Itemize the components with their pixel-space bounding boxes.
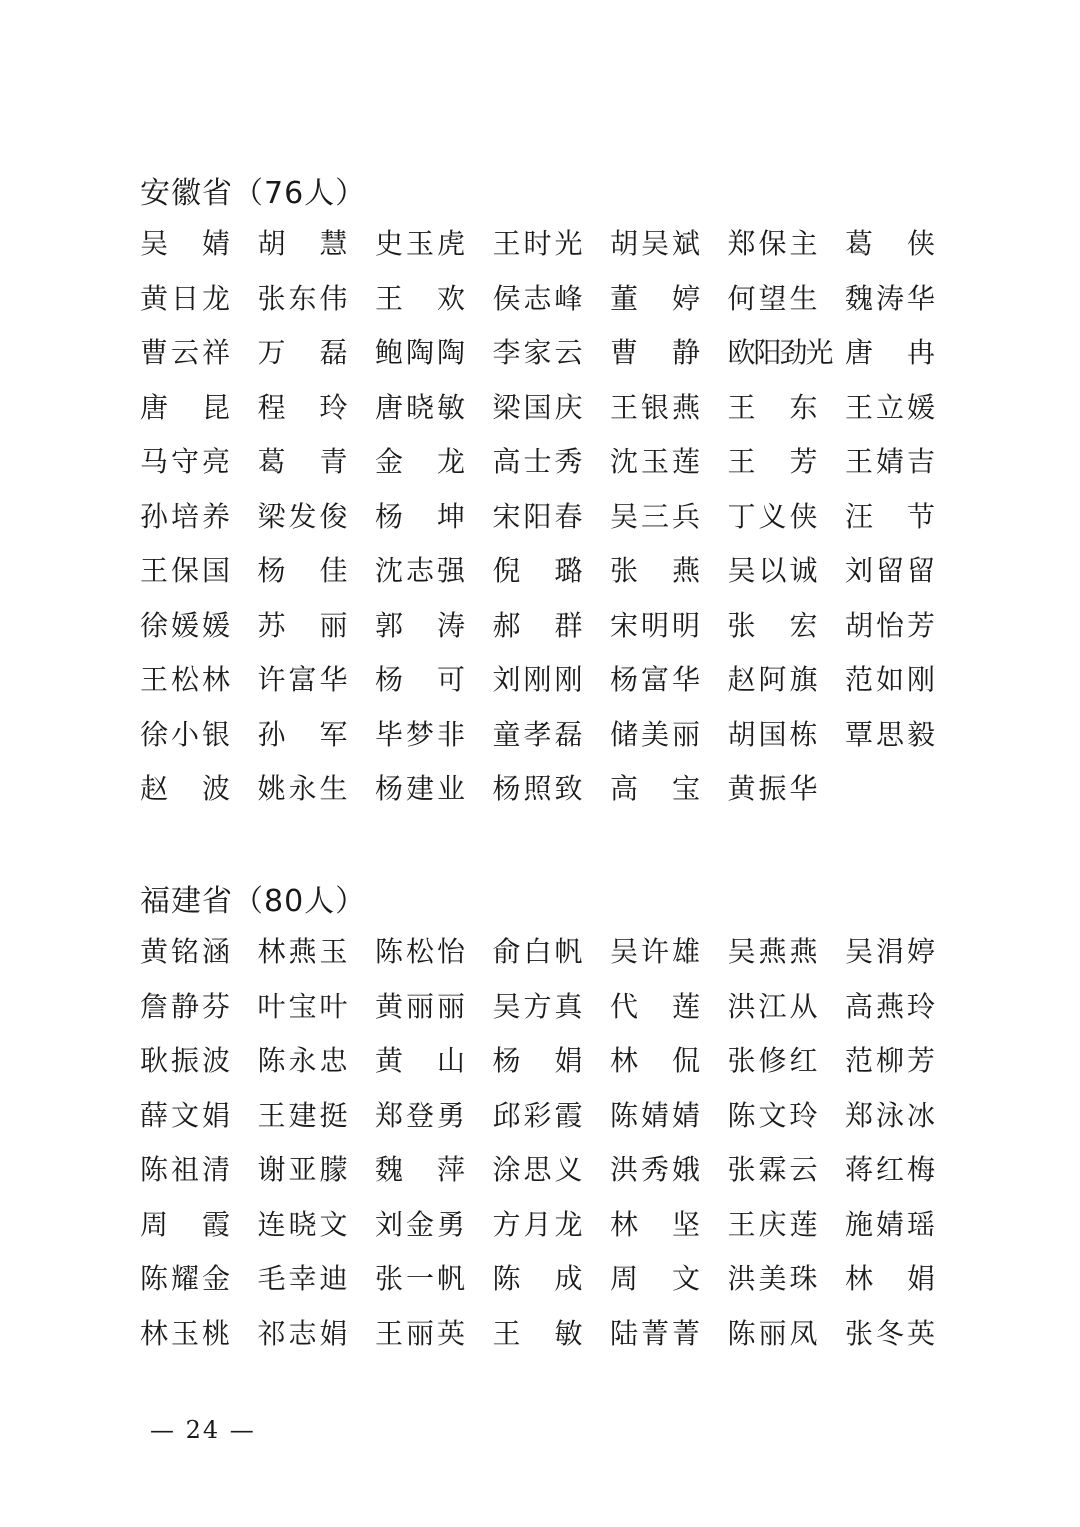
person-name: 黄 铭 涵 <box>140 935 230 968</box>
person-name: 杨 佳 <box>257 554 348 587</box>
person-name: 沈 玉 莲 <box>610 445 700 478</box>
person-name: 王 芳 <box>727 445 818 478</box>
name-row <box>140 442 940 482</box>
person-name: 唐 昆 <box>140 390 230 424</box>
person-name: 林 侃 <box>610 1044 700 1077</box>
person-name: 陈 松 怡 <box>375 935 465 968</box>
person-name: 叶 宝 叶 <box>257 989 348 1023</box>
person-name: 唐 晓 敏 <box>375 390 465 424</box>
person-name: 范 如 刚 <box>845 663 935 696</box>
person-name: 王 敏 <box>492 1316 583 1350</box>
person-name: 董 婷 <box>610 281 700 315</box>
person-name: 欧 阳 劲 光 <box>727 336 832 369</box>
name-row <box>140 1096 940 1136</box>
person-name: 苏 丽 <box>257 608 348 642</box>
person-name: 张 燕 <box>610 554 700 587</box>
person-name: 杨 坤 <box>375 499 465 533</box>
page-number: — 24 — <box>150 1416 256 1444</box>
person-name: 黄 山 <box>375 1044 465 1077</box>
person-name: 张 一 帆 <box>375 1262 465 1295</box>
person-name: 胡 国 栋 <box>727 717 818 751</box>
person-name: 林 玉 桃 <box>140 1316 230 1350</box>
person-name: 刘 刚 刚 <box>492 663 583 696</box>
person-name: 鲍 陶 陶 <box>375 336 465 369</box>
person-name: 许 富 华 <box>257 663 348 696</box>
person-name: 周 文 <box>610 1262 700 1295</box>
name-row <box>140 932 940 972</box>
person-name: 张 宏 <box>727 608 818 642</box>
person-name: 涂 思 义 <box>492 1153 583 1186</box>
person-name: 金 龙 <box>375 445 465 478</box>
person-name: 洪 秀 娥 <box>610 1153 700 1186</box>
person-name: 何 望 生 <box>727 281 818 315</box>
person-name: 王 婧 吉 <box>845 445 935 478</box>
person-name: 王 建 挺 <box>257 1098 348 1132</box>
person-name: 陈 永 忠 <box>257 1044 348 1077</box>
person-name: 童 孝 磊 <box>492 717 583 751</box>
person-name: 马 守 亮 <box>140 445 230 478</box>
person-name: 周 霞 <box>140 1207 230 1241</box>
person-name: 俞 白 帆 <box>492 935 583 968</box>
person-name: 高 宝 <box>610 772 700 805</box>
person-name: 方 月 龙 <box>492 1207 583 1241</box>
person-name: 毕 梦 非 <box>375 717 465 751</box>
person-name: 毛 幸 迪 <box>257 1262 348 1295</box>
person-name: 连 晓 文 <box>257 1207 348 1241</box>
person-name: 胡 慧 <box>257 227 348 260</box>
person-name: 杨 建 业 <box>375 772 465 805</box>
person-name: 胡 吴 斌 <box>610 227 700 260</box>
person-name: 万 磊 <box>257 336 348 369</box>
person-name: 宋 明 明 <box>610 608 700 642</box>
person-name: 刘 金 勇 <box>375 1207 465 1241</box>
person-name: 徐 媛 媛 <box>140 608 230 642</box>
name-row <box>140 388 940 428</box>
person-name: 储 美 丽 <box>610 717 700 751</box>
person-name: 张 修 红 <box>727 1044 818 1077</box>
person-name: 吴 许 雄 <box>610 935 700 968</box>
person-name: 谢 亚 朦 <box>257 1153 348 1186</box>
person-name: 黄 丽 丽 <box>375 989 465 1023</box>
person-name: 耿 振 波 <box>140 1044 230 1077</box>
person-name: 赵 阿 旗 <box>727 663 818 696</box>
name-row <box>140 660 940 700</box>
name-row <box>140 497 940 537</box>
section-title: 安徽省（76人） <box>140 176 367 211</box>
person-name: 曹 静 <box>610 336 700 369</box>
person-name: 高 燕 玲 <box>845 989 935 1023</box>
person-name: 范 柳 芳 <box>845 1044 935 1077</box>
name-row <box>140 1205 940 1245</box>
person-name: 陆 菁 菁 <box>610 1316 700 1350</box>
name-row <box>140 769 940 809</box>
person-name: 吴 燕 燕 <box>727 935 818 968</box>
person-name: 程 玲 <box>257 390 348 424</box>
name-row <box>140 333 940 373</box>
name-row <box>140 224 940 264</box>
person-name: 郝 群 <box>492 608 583 642</box>
person-name: 王 松 林 <box>140 663 230 696</box>
person-name: 侯 志 峰 <box>492 281 583 315</box>
person-name: 吴 涓 婷 <box>845 935 935 968</box>
name-row <box>140 1259 940 1299</box>
person-name: 张 冬 英 <box>845 1316 935 1350</box>
person-name: 王 欢 <box>375 281 465 315</box>
person-name: 王 时 光 <box>492 227 583 260</box>
person-name: 胡 怡 芳 <box>845 608 935 642</box>
person-name: 杨 娟 <box>492 1044 583 1077</box>
person-name: 王 银 燕 <box>610 390 700 424</box>
section-title: 福建省（80人） <box>140 884 367 919</box>
person-name: 薛 文 娟 <box>140 1098 230 1132</box>
person-name: 姚 永 生 <box>257 772 348 805</box>
person-name: 杨 可 <box>375 663 465 696</box>
name-row <box>140 1150 940 1190</box>
person-name: 曹 云 祥 <box>140 336 230 369</box>
person-name: 代 莲 <box>610 989 700 1023</box>
person-name: 詹 静 芬 <box>140 989 230 1023</box>
person-name: 邱 彩 霞 <box>492 1098 583 1132</box>
person-name: 陈 文 玲 <box>727 1098 818 1132</box>
name-row <box>140 279 940 319</box>
name-row <box>140 1041 940 1081</box>
person-name: 陈 丽 凤 <box>727 1316 818 1350</box>
person-name: 蒋 红 梅 <box>845 1153 935 1186</box>
person-name: 王 丽 英 <box>375 1316 465 1350</box>
name-row <box>140 715 940 755</box>
person-name: 郭 涛 <box>375 608 465 642</box>
person-name: 陈 祖 清 <box>140 1153 230 1186</box>
person-name: 郑 泳 冰 <box>845 1098 935 1132</box>
person-name: 郑 保 主 <box>727 227 818 260</box>
person-name: 王 立 媛 <box>845 390 935 424</box>
name-row <box>140 551 940 591</box>
person-name: 覃 思 毅 <box>845 717 935 751</box>
person-name: 唐 冉 <box>845 336 935 369</box>
person-name: 倪 璐 <box>492 554 583 587</box>
person-name: 林 燕 玉 <box>257 935 348 968</box>
person-name: 陈 婧 婧 <box>610 1098 700 1132</box>
person-name: 高 士 秀 <box>492 445 583 478</box>
person-name: 王 庆 莲 <box>727 1207 818 1241</box>
person-name: 吴 以 诚 <box>727 554 818 587</box>
person-name: 刘 留 留 <box>845 554 935 587</box>
person-name: 张 东 伟 <box>257 281 348 315</box>
person-name: 林 娟 <box>845 1262 935 1295</box>
person-name: 宋 阳 春 <box>492 499 583 533</box>
person-name: 王 东 <box>727 390 818 424</box>
name-row <box>140 1314 940 1354</box>
person-name: 葛 侠 <box>845 227 935 260</box>
person-name: 洪 江 从 <box>727 989 818 1023</box>
person-name: 沈 志 强 <box>375 554 465 587</box>
person-name: 陈 成 <box>492 1262 583 1295</box>
person-name: 陈 耀 金 <box>140 1262 230 1295</box>
person-name: 张 霖 云 <box>727 1153 818 1186</box>
person-name: 施 婧 瑶 <box>845 1207 935 1241</box>
person-name: 魏 萍 <box>375 1153 465 1186</box>
person-name: 杨 富 华 <box>610 663 700 696</box>
person-name: 吴 三 兵 <box>610 499 700 533</box>
person-name: 李 家 云 <box>492 336 583 369</box>
person-name: 汪 节 <box>845 499 935 533</box>
person-name: 赵 波 <box>140 772 230 805</box>
person-name: 祁 志 娟 <box>257 1316 348 1350</box>
person-name: 梁 国 庆 <box>492 390 583 424</box>
name-row <box>140 987 940 1027</box>
person-name: 郑 登 勇 <box>375 1098 465 1132</box>
person-name: 黄 振 华 <box>727 772 818 805</box>
person-name: 洪 美 珠 <box>727 1262 818 1295</box>
person-name: 丁 义 侠 <box>727 499 818 533</box>
person-name: 黄 日 龙 <box>140 281 230 315</box>
name-row <box>140 606 940 646</box>
person-name: 吴 方 真 <box>492 989 583 1023</box>
person-name: 吴 婧 <box>140 227 230 260</box>
person-name: 王 保 国 <box>140 554 230 587</box>
person-name: 杨 照 致 <box>492 772 583 805</box>
person-name: 史 玉 虎 <box>375 227 465 260</box>
person-name: 徐 小 银 <box>140 717 230 751</box>
person-name: 孙 军 <box>257 717 348 751</box>
person-name: 林 坚 <box>610 1207 700 1241</box>
person-name: 魏 涛 华 <box>845 281 935 315</box>
person-name: 葛 青 <box>257 445 348 478</box>
person-name: 梁 发 俊 <box>257 499 348 533</box>
person-name: 孙 培 养 <box>140 499 230 533</box>
